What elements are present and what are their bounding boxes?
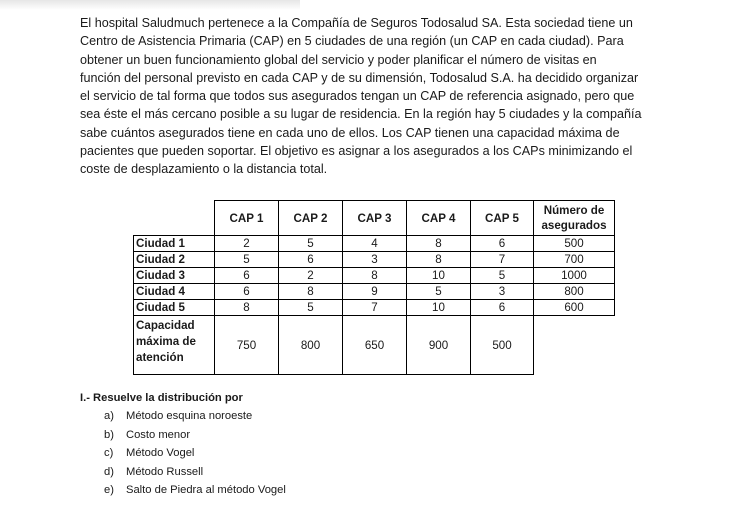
cell: 8 bbox=[407, 236, 471, 252]
row-label: Ciudad 3 bbox=[134, 268, 215, 284]
asegurados-cell: 700 bbox=[534, 252, 615, 268]
intro-line: función del personal previsto en cada CAP y de su dimensión, Todosalud S.A. ha decidido organizar bbox=[80, 70, 639, 85]
capacity-cell: 500 bbox=[471, 316, 534, 375]
header-cap-2: CAP 2 bbox=[279, 201, 343, 236]
option-letter: e) bbox=[104, 484, 114, 497]
page-edge-shadow bbox=[0, 0, 300, 10]
table-corner bbox=[134, 201, 215, 236]
cell: 8 bbox=[343, 268, 407, 284]
row-label: Ciudad 4 bbox=[134, 284, 215, 300]
table-row bbox=[134, 252, 615, 268]
capacity-cell: 750 bbox=[215, 316, 279, 375]
asegurados-cell: 800 bbox=[534, 284, 615, 300]
option-letter: d) bbox=[104, 465, 114, 478]
cell: 5 bbox=[279, 236, 343, 252]
asegurados-cell: 1000 bbox=[534, 268, 615, 284]
option-text: Salto de Piedra al método Vogel bbox=[126, 484, 286, 497]
row-label: Ciudad 1 bbox=[134, 236, 215, 252]
option-letter: b) bbox=[104, 428, 114, 441]
cell: 2 bbox=[215, 236, 279, 252]
cell: 8 bbox=[279, 284, 343, 300]
intro-line: sabe cuántos asegurados tiene en cada uno de ellos. Los CAP tienen una capacidad máxima de bbox=[80, 125, 620, 140]
cell: 5 bbox=[407, 284, 471, 300]
intro-line: Centro de Asistencia Primaria (CAP) en 5 ciudades de una región (un CAP en cada ciudad). Para bbox=[80, 34, 624, 49]
cell: 4 bbox=[343, 236, 407, 252]
row-label: Ciudad 2 bbox=[134, 252, 215, 268]
cell: 5 bbox=[471, 268, 534, 284]
list-item bbox=[104, 447, 286, 466]
header-cap-3: CAP 3 bbox=[343, 201, 407, 236]
problem-statement bbox=[80, 14, 680, 179]
asegurados-cell: 600 bbox=[534, 300, 615, 316]
capacity-cell: 650 bbox=[343, 316, 407, 375]
cell: 5 bbox=[215, 252, 279, 268]
option-letter: c) bbox=[104, 447, 114, 460]
capacity-label-line: máxima de bbox=[136, 335, 196, 348]
table-row bbox=[134, 300, 615, 316]
cell: 9 bbox=[343, 284, 407, 300]
header-asegurados: Número de asegurados bbox=[534, 201, 615, 236]
table-header-row bbox=[134, 201, 615, 236]
intro-line: coste de desplazamiento o la distancia total. bbox=[80, 162, 328, 177]
cell: 8 bbox=[407, 252, 471, 268]
list-item bbox=[104, 484, 286, 503]
cell: 6 bbox=[279, 252, 343, 268]
list-item bbox=[104, 429, 286, 448]
option-text: Costo menor bbox=[126, 428, 191, 441]
header-cap-1: CAP 1 bbox=[215, 201, 279, 236]
intro-line: pacientes que pueden soportar. El objetivo es asignar a los asegurados a los CAPs minimizando el bbox=[80, 144, 633, 159]
cell: 7 bbox=[343, 300, 407, 316]
table-row bbox=[134, 268, 615, 284]
capacity-cell: 800 bbox=[279, 316, 343, 375]
header-cap-4: CAP 4 bbox=[407, 201, 471, 236]
method-list bbox=[104, 410, 286, 503]
cell: 10 bbox=[407, 300, 471, 316]
intro-line: obtener un buen funcionamiento global del servicio y poder planificar el número de visitas en bbox=[80, 52, 597, 67]
cell: 3 bbox=[471, 284, 534, 300]
asegurados-cell: 500 bbox=[534, 236, 615, 252]
cell: 10 bbox=[407, 268, 471, 284]
cell: 6 bbox=[471, 300, 534, 316]
capacity-cell: 900 bbox=[407, 316, 471, 375]
question-title: I.- Resuelve la distribución por bbox=[80, 392, 243, 404]
intro-line: el servicio de tal forma que todos sus asegurados tengan un CAP de referencia asignado, pero que bbox=[80, 89, 635, 104]
distance-table bbox=[133, 200, 615, 375]
cell: 3 bbox=[343, 252, 407, 268]
capacity-row bbox=[134, 316, 615, 375]
cell: 7 bbox=[471, 252, 534, 268]
cell: 2 bbox=[279, 268, 343, 284]
cell: 5 bbox=[279, 300, 343, 316]
cell: 6 bbox=[471, 236, 534, 252]
option-letter: a) bbox=[104, 410, 114, 422]
header-cap-5: CAP 5 bbox=[471, 201, 534, 236]
cell: 8 bbox=[215, 300, 279, 316]
list-item bbox=[104, 410, 286, 429]
empty-cell bbox=[534, 316, 615, 375]
cell: 6 bbox=[215, 284, 279, 300]
capacity-label-line: atención bbox=[136, 351, 184, 364]
option-text: Método Vogel bbox=[126, 447, 195, 460]
option-text: Método Russell bbox=[126, 465, 204, 478]
cell: 6 bbox=[215, 268, 279, 284]
intro-line: sea éste el más cercano posible a su lugar de residencia. En la región hay 5 ciudades y la compañía bbox=[80, 107, 642, 122]
list-item bbox=[104, 466, 286, 485]
capacity-label bbox=[134, 316, 215, 375]
intro-line: El hospital Saludmuch pertenece a la Compañía de Seguros Todosalud SA. Esta sociedad tiene un bbox=[80, 16, 633, 30]
row-label: Ciudad 5 bbox=[134, 300, 215, 316]
table-row bbox=[134, 284, 615, 300]
option-text: Método esquina noroeste bbox=[126, 410, 253, 422]
capacity-label-line: Capacidad bbox=[136, 319, 195, 332]
table-row bbox=[134, 236, 615, 252]
